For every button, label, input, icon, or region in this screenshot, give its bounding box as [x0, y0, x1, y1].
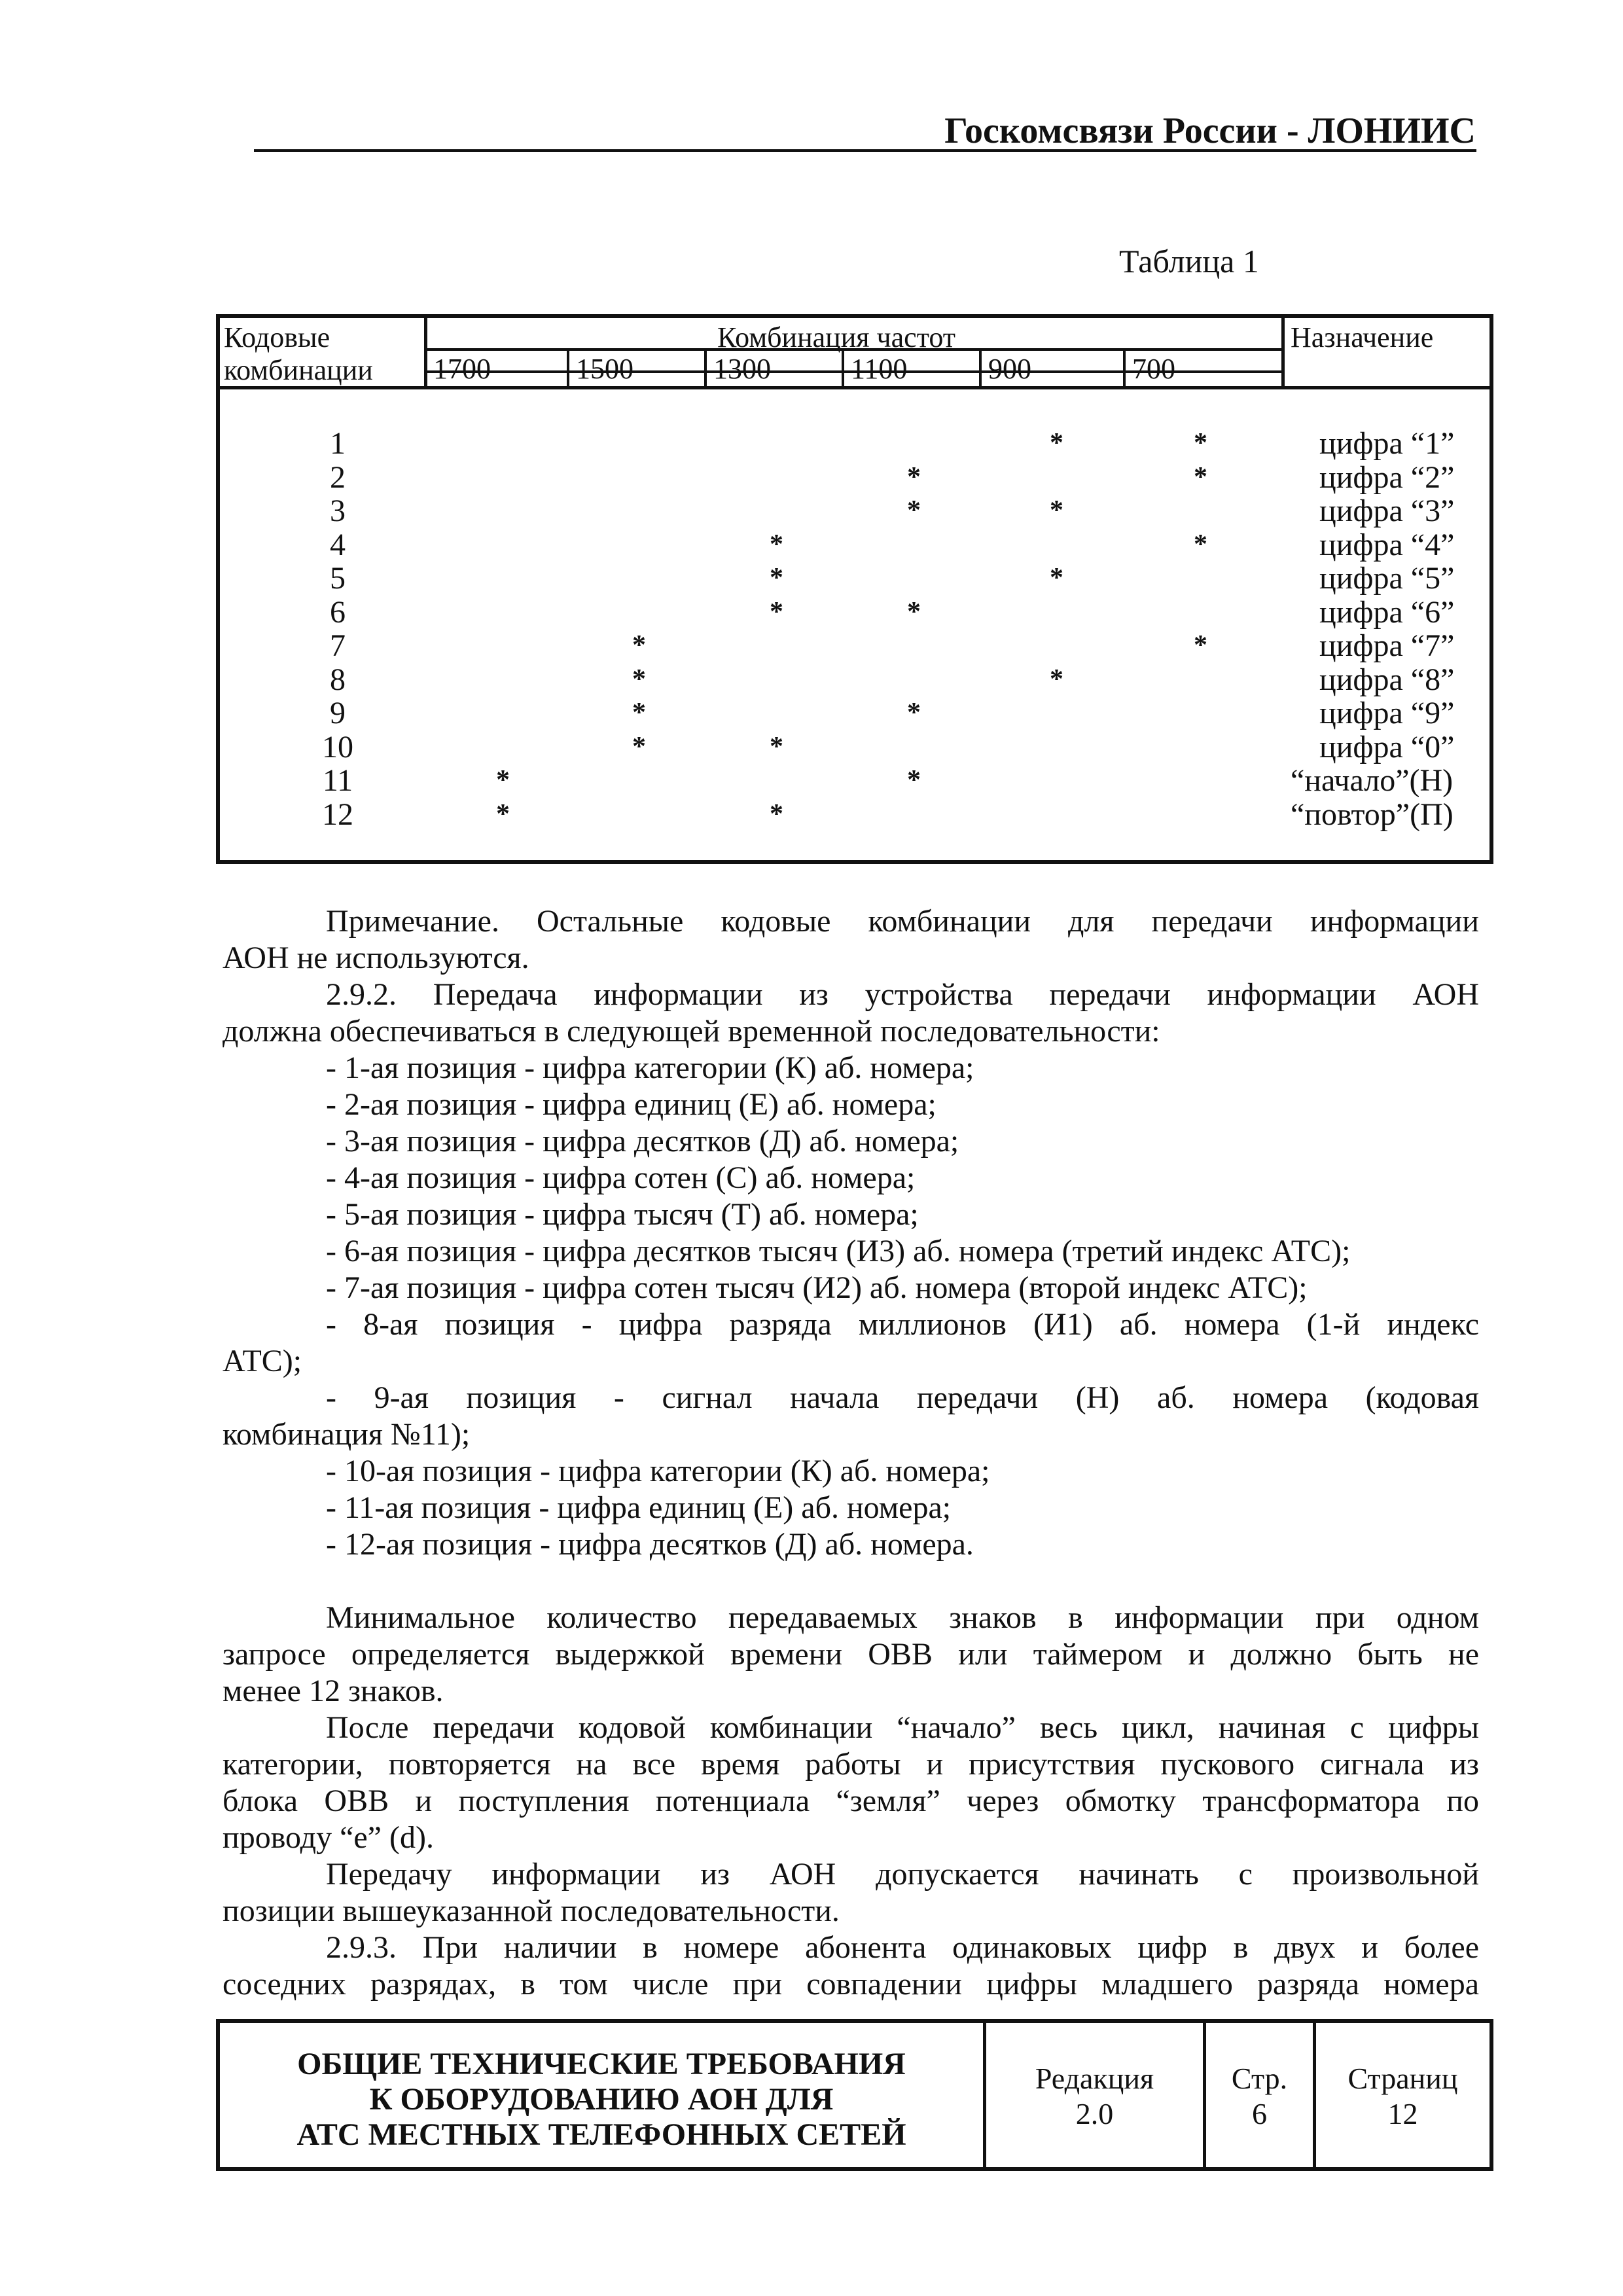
position-11: - 11-ая позиция - цифра единиц (Е) аб. номера;	[326, 1490, 952, 1525]
freq-mark: *	[1050, 495, 1063, 526]
para-292-line-2: должна обеспечиваться в следующей временной последовательности:	[223, 1014, 1160, 1049]
footer-pages	[1316, 2061, 1489, 2132]
position-5: - 5-ая позиция - цифра тысяч (Т) аб. номера;	[326, 1197, 919, 1232]
after-line-2: категории, повторяется на все время работы и присутствия пускового сигнала из	[223, 1747, 1479, 1782]
row-code: 8	[330, 662, 346, 697]
freq-mark: *	[632, 732, 646, 762]
note-line-2: АОН не используются.	[223, 941, 529, 975]
row-purpose: цифра “2”	[1319, 460, 1455, 495]
freq-mark: *	[770, 563, 783, 593]
table-caption: Таблица 1	[1119, 243, 1259, 279]
footer-page	[1206, 2061, 1313, 2132]
row-purpose: цифра “7”	[1319, 628, 1455, 663]
position-8-line-1: - 8-ая позиция - цифра разряда миллионов (И1) аб. номера (1-й индекс	[326, 1307, 1479, 1342]
row-code: 3	[330, 493, 346, 528]
row-code: 1	[330, 426, 346, 461]
position-6: - 6-ая позиция - цифра десятков тысяч (И3) аб. номера (третий индекс АТС);	[326, 1234, 1351, 1268]
position-4: - 4-ая позиция - цифра сотен (С) аб. номера;	[326, 1160, 916, 1195]
after-line-4: проводу “е” (d).	[223, 1820, 434, 1855]
table-line	[704, 348, 707, 386]
table-line	[1281, 318, 1285, 386]
freq-header-1700: 1700	[433, 353, 491, 385]
freq-header-900: 900	[988, 353, 1031, 385]
freq-mark: *	[770, 799, 783, 829]
frequency-table	[216, 314, 1493, 864]
position-10: - 10-ая позиция - цифра категории (К) аб. номера;	[326, 1454, 990, 1488]
position-9-line-2: комбинация №11);	[223, 1417, 471, 1452]
freq-header-1500: 1500	[576, 353, 633, 385]
footer-edition	[986, 2061, 1203, 2132]
freq-header-700: 700	[1132, 353, 1175, 385]
freq-mark: *	[1050, 664, 1063, 694]
row-code: 4	[330, 528, 346, 562]
after-line-3: блока ОВВ и поступления потенциала “земля” через обмотку трансформатора по	[223, 1784, 1479, 1818]
freq-header-1300: 1300	[713, 353, 771, 385]
row-purpose: цифра “3”	[1319, 493, 1455, 528]
position-12: - 12-ая позиция - цифра десятков (Д) аб. номера.	[326, 1527, 974, 1562]
freq-mark: *	[632, 698, 646, 728]
freq-mark: *	[1194, 529, 1207, 560]
table-line	[424, 318, 427, 386]
row-code: 6	[330, 595, 346, 630]
freq-mark: *	[907, 765, 921, 795]
row-purpose: цифра “6”	[1319, 595, 1455, 630]
para-292-line-1: 2.9.2. Передача информации из устройства передачи информации АОН	[326, 977, 1479, 1012]
row-code: 5	[330, 561, 346, 596]
table-line	[1123, 348, 1126, 386]
pages-value: 12	[1387, 2097, 1418, 2130]
row-purpose: цифра “8”	[1319, 662, 1455, 697]
col-freq-header: Комбинация частот	[717, 321, 955, 353]
row-code: 12	[322, 797, 353, 832]
freq-mark: *	[1194, 462, 1207, 492]
row-purpose: цифра “4”	[1319, 528, 1455, 562]
pages-label: Страниц	[1347, 2062, 1458, 2095]
freq-mark: *	[1050, 428, 1063, 458]
page-value: 6	[1252, 2097, 1267, 2130]
table-line	[220, 386, 1489, 389]
row-code: 11	[322, 763, 353, 798]
row-code: 7	[330, 628, 346, 663]
para-293-line-1: 2.9.3. При наличии в номере абонента одинаковых цифр в двух и более	[326, 1930, 1479, 1965]
footer-title	[220, 2047, 983, 2153]
min-line-2: запросе определяется выдержкой времени ОВВ или таймером и должно быть не	[223, 1637, 1479, 1672]
freq-mark: *	[907, 462, 921, 492]
min-line-1: Минимальное количество передаваемых знаков в информации при одном	[326, 1600, 1479, 1635]
para-293-line-2: соседних разрядах, в том числе при совпадении цифры младшего разряда номера	[223, 1967, 1479, 2001]
freq-mark: *	[770, 732, 783, 762]
footer-title-line-3: АТС МЕСТНЫХ ТЕЛЕФОННЫХ СЕТЕЙ	[296, 2117, 906, 2152]
freq-mark: *	[1194, 630, 1207, 660]
row-code: 2	[330, 460, 346, 495]
freq-mark: *	[770, 597, 783, 627]
table-line	[979, 348, 982, 386]
position-8-line-2: АТС);	[223, 1344, 302, 1378]
freq-mark: *	[907, 495, 921, 526]
edition-value: 2.0	[1075, 2097, 1114, 2130]
freq-mark: *	[1050, 563, 1063, 593]
footer-title-line-1: ОБЩИЕ ТЕХНИЧЕСКИЕ ТРЕБОВАНИЯ	[297, 2047, 906, 2081]
row-purpose: цифра “9”	[1319, 696, 1455, 730]
freq-mark: *	[907, 597, 921, 627]
col-code-header-line2: комбинации	[224, 354, 373, 386]
header-rule	[254, 149, 1476, 152]
freq-mark: *	[632, 664, 646, 694]
note-line-1: Примечание. Остальные кодовые комбинации для передачи информации	[326, 904, 1479, 939]
freq-mark: *	[632, 630, 646, 660]
edition-label: Редакция	[1035, 2062, 1154, 2095]
col-purpose-header: Назначение	[1291, 321, 1434, 353]
table-line	[567, 348, 569, 386]
freq-mark: *	[1194, 428, 1207, 458]
freq-mark: *	[770, 529, 783, 560]
position-3: - 3-ая позиция - цифра десятков (Д) аб. номера;	[326, 1124, 959, 1158]
row-purpose: цифра “0”	[1319, 730, 1455, 764]
freq-header-1100: 1100	[851, 353, 908, 385]
row-code: 10	[322, 730, 353, 764]
row-purpose: “начало”(Н)	[1291, 763, 1454, 798]
position-7: - 7-ая позиция - цифра сотен тысяч (И2) аб. номера (второй индекс АТС);	[326, 1270, 1308, 1305]
footer-title-line-2: К ОБОРУДОВАНИЮ АОН ДЛЯ	[369, 2082, 834, 2117]
page-label: Стр.	[1231, 2062, 1288, 2095]
freq-mark: *	[496, 765, 510, 795]
footer-stamp	[216, 2019, 1493, 2171]
after-line-1: После передачи кодовой комбинации “начало” весь цикл, начиная с цифры	[326, 1710, 1479, 1745]
position-2: - 2-ая позиция - цифра единиц (Е) аб. номера;	[326, 1087, 936, 1122]
row-code: 9	[330, 696, 346, 730]
position-9-line-1: - 9-ая позиция - сигнал начала передачи (Н) аб. номера (кодовая	[326, 1380, 1479, 1415]
col-code-header: Кодовые	[224, 321, 330, 353]
freq-mark: *	[496, 799, 510, 829]
min-line-3: менее 12 знаков.	[223, 1674, 444, 1708]
start-line-2: позиции вышеуказанной последовательности.	[223, 1893, 840, 1928]
freq-mark: *	[907, 698, 921, 728]
row-purpose: цифра “5”	[1319, 561, 1455, 596]
row-purpose: цифра “1”	[1319, 426, 1455, 461]
header-org: Госкомсвязи России - ЛОНИИС	[944, 111, 1476, 151]
position-1: - 1-ая позиция - цифра категории (К) аб. номера;	[326, 1050, 974, 1085]
row-purpose: “повтор”(П)	[1291, 797, 1454, 832]
table-line	[842, 348, 844, 386]
start-line-1: Передачу информации из АОН допускается начинать с произвольной	[326, 1857, 1479, 1892]
